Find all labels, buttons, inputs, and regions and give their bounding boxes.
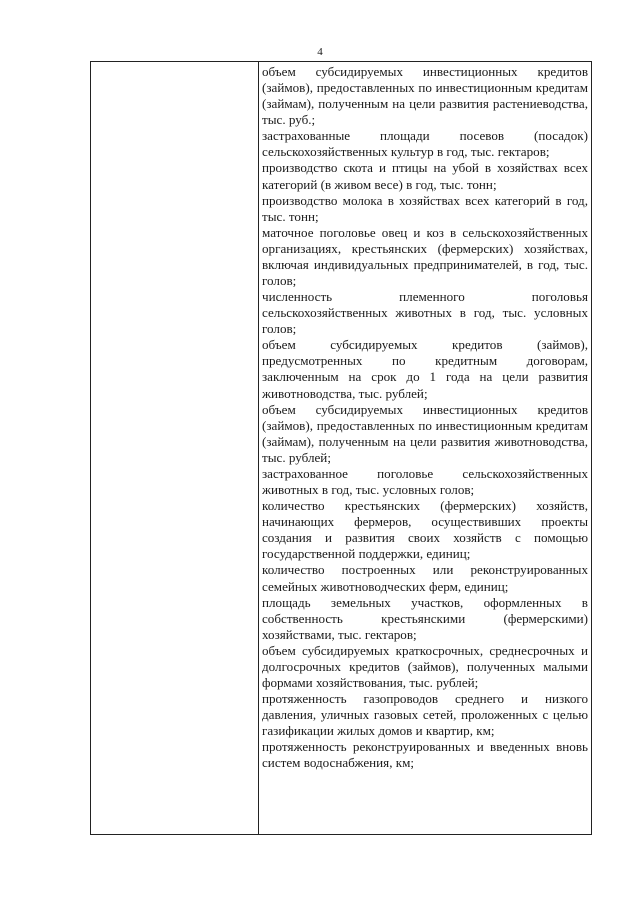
list-item: площадь земельных участков, оформленных в собственность крестьянскими (фермерскими) хозяйствами, тыс. гектаров; <box>262 594 588 642</box>
list-item: производство молока в хозяйствах всех категорий в год, тыс. тонн; <box>262 192 588 224</box>
list-item: количество построенных или реконструированных семейных животноводческих ферм, единиц; <box>262 562 588 594</box>
list-item: объем субсидируемых инвестиционных кредитов (займов), предоставленных по инвестиционным кредитам (займам), полученным на цели развития животноводства, тыс. рублей; <box>262 401 588 465</box>
list-item: маточное поголовье овец и коз в сельскохозяйственных организациях, крестьянских (фермерских) хозяйствах, включая индивидуальных предпринимателей, в год, тыс. голов; <box>262 224 588 289</box>
list-item: производство скота и птицы на убой в хозяйствах всех категорий (в живом весе) в год, тыс. тонн; <box>262 160 588 192</box>
page-number: 4 <box>317 46 323 58</box>
list-item: объем субсидируемых кредитов (займов), предусмотренных по кредитным договорам, заключенным на срок до 1 года на цели развития животноводства, тыс. рублей; <box>262 337 588 401</box>
list-item: застрахованное поголовье сельскохозяйственных животных в год, тыс. условных голов; <box>262 465 588 498</box>
table-right-cell <box>259 62 591 834</box>
list-item: численность племенного поголовья сельскохозяйственных животных в год, тыс. условных голов; <box>262 289 588 337</box>
list-item: протяженность газопроводов среднего и низкого давления, уличных газовых сетей, проложенных с целью газификации жилых домов и квартир, км; <box>262 691 588 739</box>
list-item: протяженность реконструированных и введенных вновь систем водоснабжения, км; <box>262 739 588 771</box>
list-item: количество крестьянских (фермерских) хозяйств, начинающих фермеров, осуществивших проекты создания и развития своих хозяйств с помощью государственной поддержки, единиц; <box>262 498 588 562</box>
list-item: объем субсидируемых краткосрочных, среднесрочных и долгосрочных кредитов (займов), полученных малыми формами хозяйствования, тыс. рублей; <box>262 642 588 690</box>
table-left-cell <box>91 62 259 834</box>
list-item: застрахованные площади посевов (посадок) сельскохозяйственных культур в год, тыс. гектаров; <box>262 128 588 160</box>
list-item: объем субсидируемых инвестиционных кредитов (займов), предоставленных по инвестиционным кредитам (займам), полученным на цели развития растениеводства, тыс. руб.; <box>262 64 588 128</box>
indicator-table <box>90 61 592 835</box>
